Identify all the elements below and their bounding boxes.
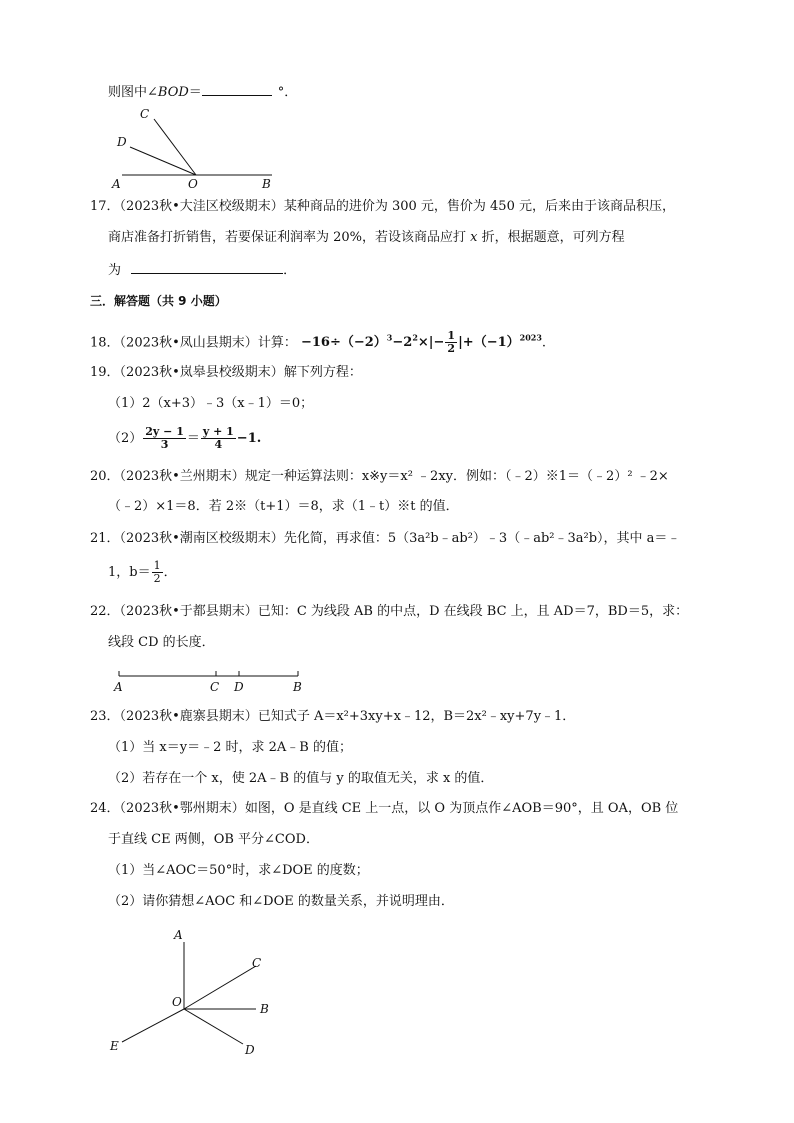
q24-figure [100,922,280,1062]
q16-label-b: B [262,177,271,191]
q16-figure [100,100,290,192]
q23-number: 23． [90,709,120,724]
q22-label-c: C [210,680,220,694]
q19-part2: （2） $\frac{2y - 1}{3}$ ＝ $\frac{y + 1}{4}$ −1. [108,425,262,451]
q16-label-d: D [117,135,127,149]
q17-text1: 某种商品的进价为 300 元，售价为 450 元，后来由于该商品积压， [283,199,675,214]
q16-label-a: A [112,177,121,191]
q17-var-x: x [470,230,478,245]
q17-text2b: 折，根据题意，可列方程 [477,230,625,245]
q20-number: 20． [90,469,120,484]
q24-ray-od [184,1009,243,1044]
q24-label-a: A [174,928,183,942]
q22-line1 [90,603,688,621]
q19-source: （2023秋•岚皋县校级期末） [119,365,284,380]
q16-line [108,82,297,102]
q18-number: 18． [90,335,120,351]
q16-label-o: O [188,177,198,191]
q24-label-d: D [245,1043,255,1057]
q19-part1: （1）2（x+3）﹣3（x﹣1）＝0； [108,396,314,411]
q20-text1: 规定一种运算法则：x※y＝x² ﹣2xy．例如：（﹣2）※1＝（﹣2）² ﹣2× [244,469,669,484]
q21-source: （2023秋•潮南区校级期末） [119,531,284,546]
q19-lead: 解下列方程： [283,365,362,380]
q21-text1: 先化简，再求值：5（3a²b﹣ab²）﹣3（﹣ab²﹣3a²b），其中 a＝﹣ [283,531,681,546]
q24-text1: 如图，O 是直线 CE 上一点，以 O 为顶点作∠AOB＝90°，且 OA，OB 位 [244,801,679,816]
q16-var: BOD [157,85,189,100]
q23-part1: （1）当 x＝y＝﹣2 时，求 2A﹣B 的值； [108,740,352,755]
q24-line1 [90,800,678,818]
q24-line2: 于直线 CE 两侧，OB 平分∠COD． [108,832,319,847]
q18-line: 18．（2023秋•凤山县期末）计算： $-16\div(-2)^3-2^2\times|-$ $\frac{1}{2}$ $|+(-1)^{2023}$. [90,329,547,356]
q24-label-o: O [172,995,182,1009]
q16-text-prefix: 则图中∠ [108,85,158,100]
q16-answer-blank[interactable] [202,82,272,96]
q24-number: 24． [90,801,120,816]
q24-ray-oe [122,1009,184,1042]
q22-line2: 线段 CD 的长度． [108,635,215,650]
q18-source: （2023秋•凤山县期末） [119,335,258,351]
q20-line2: （﹣2）×1＝8．若 2※（t+1）＝8，求（1﹣t）※t 的值． [108,499,459,514]
q24-part1: （1）当∠AOC＝50°时，求∠DOE 的度数； [108,863,369,878]
q17-number: 17． [90,199,120,214]
q21-number: 21． [90,531,120,546]
q24-source: （2023秋•鄂州期末） [119,801,245,816]
q18-lead: 计算： [257,335,297,351]
q16-text-suffix: ＝ [188,85,202,100]
q24-label-e: E [110,1039,119,1053]
q21-line1 [90,530,680,548]
q23-source: （2023秋•鹿寨县期末） [119,709,258,724]
q17-text2a: 商店准备打折销售，若要保证利润率为 20%，若设该商品应打 [108,230,471,245]
q19-line1 [90,364,362,382]
q24-label-b: B [260,1002,269,1016]
q22-figure [108,666,308,696]
q23-text1: 已知式子 A＝x²+3xy+x﹣12，B＝2x²﹣xy+7y﹣1． [257,709,576,724]
q24-label-c: C [252,956,262,970]
q22-text1: 已知：C 为线段 AB 的中点，D 在线段 BC 上，且 AD＝7，BD＝5，求： [257,604,689,619]
q23-part2: （2）若存在一个 x，使 2A﹣B 的值与 y 的取值无关，求 x 的值． [108,771,494,786]
q17-source: （2023秋•大洼区校级期末） [119,199,284,214]
q23-line1 [90,708,575,726]
q16-label-c: C [140,107,150,121]
q19-number: 19． [90,365,120,380]
q17-answer-blank[interactable] [131,260,283,274]
q21-line2: 1，b＝ $\frac{1}{2}$ ． [108,559,177,585]
q17-line1 [90,198,675,216]
q17-text3: 为 [108,263,122,278]
q20-source: （2023秋•兰州期末） [119,469,245,484]
q20-line1 [90,468,669,486]
q22-label-a: A [114,680,123,694]
q22-label-b: B [293,680,302,694]
q16-unit: °． [277,85,298,100]
q22-label-d: D [234,680,244,694]
q18-expression: $-16\div(-2)^3-2^2\times|-$ $\frac{1}{2}$ $|+(-1)^{2023}$ [300,329,542,356]
q22-source: （2023秋•于都县期末） [119,604,258,619]
section-3-title: 三．解答题（共 9 小题） [90,294,227,308]
q17-text3-end: ． [283,263,297,278]
q17-line3 [108,260,296,280]
q24-part2: （2）请你猜想∠AOC 和∠DOE 的数量关系，并说明理由． [108,894,454,909]
q22-number: 22． [90,604,120,619]
q17-line2 [108,229,625,247]
q24-ray-oc [184,966,256,1009]
